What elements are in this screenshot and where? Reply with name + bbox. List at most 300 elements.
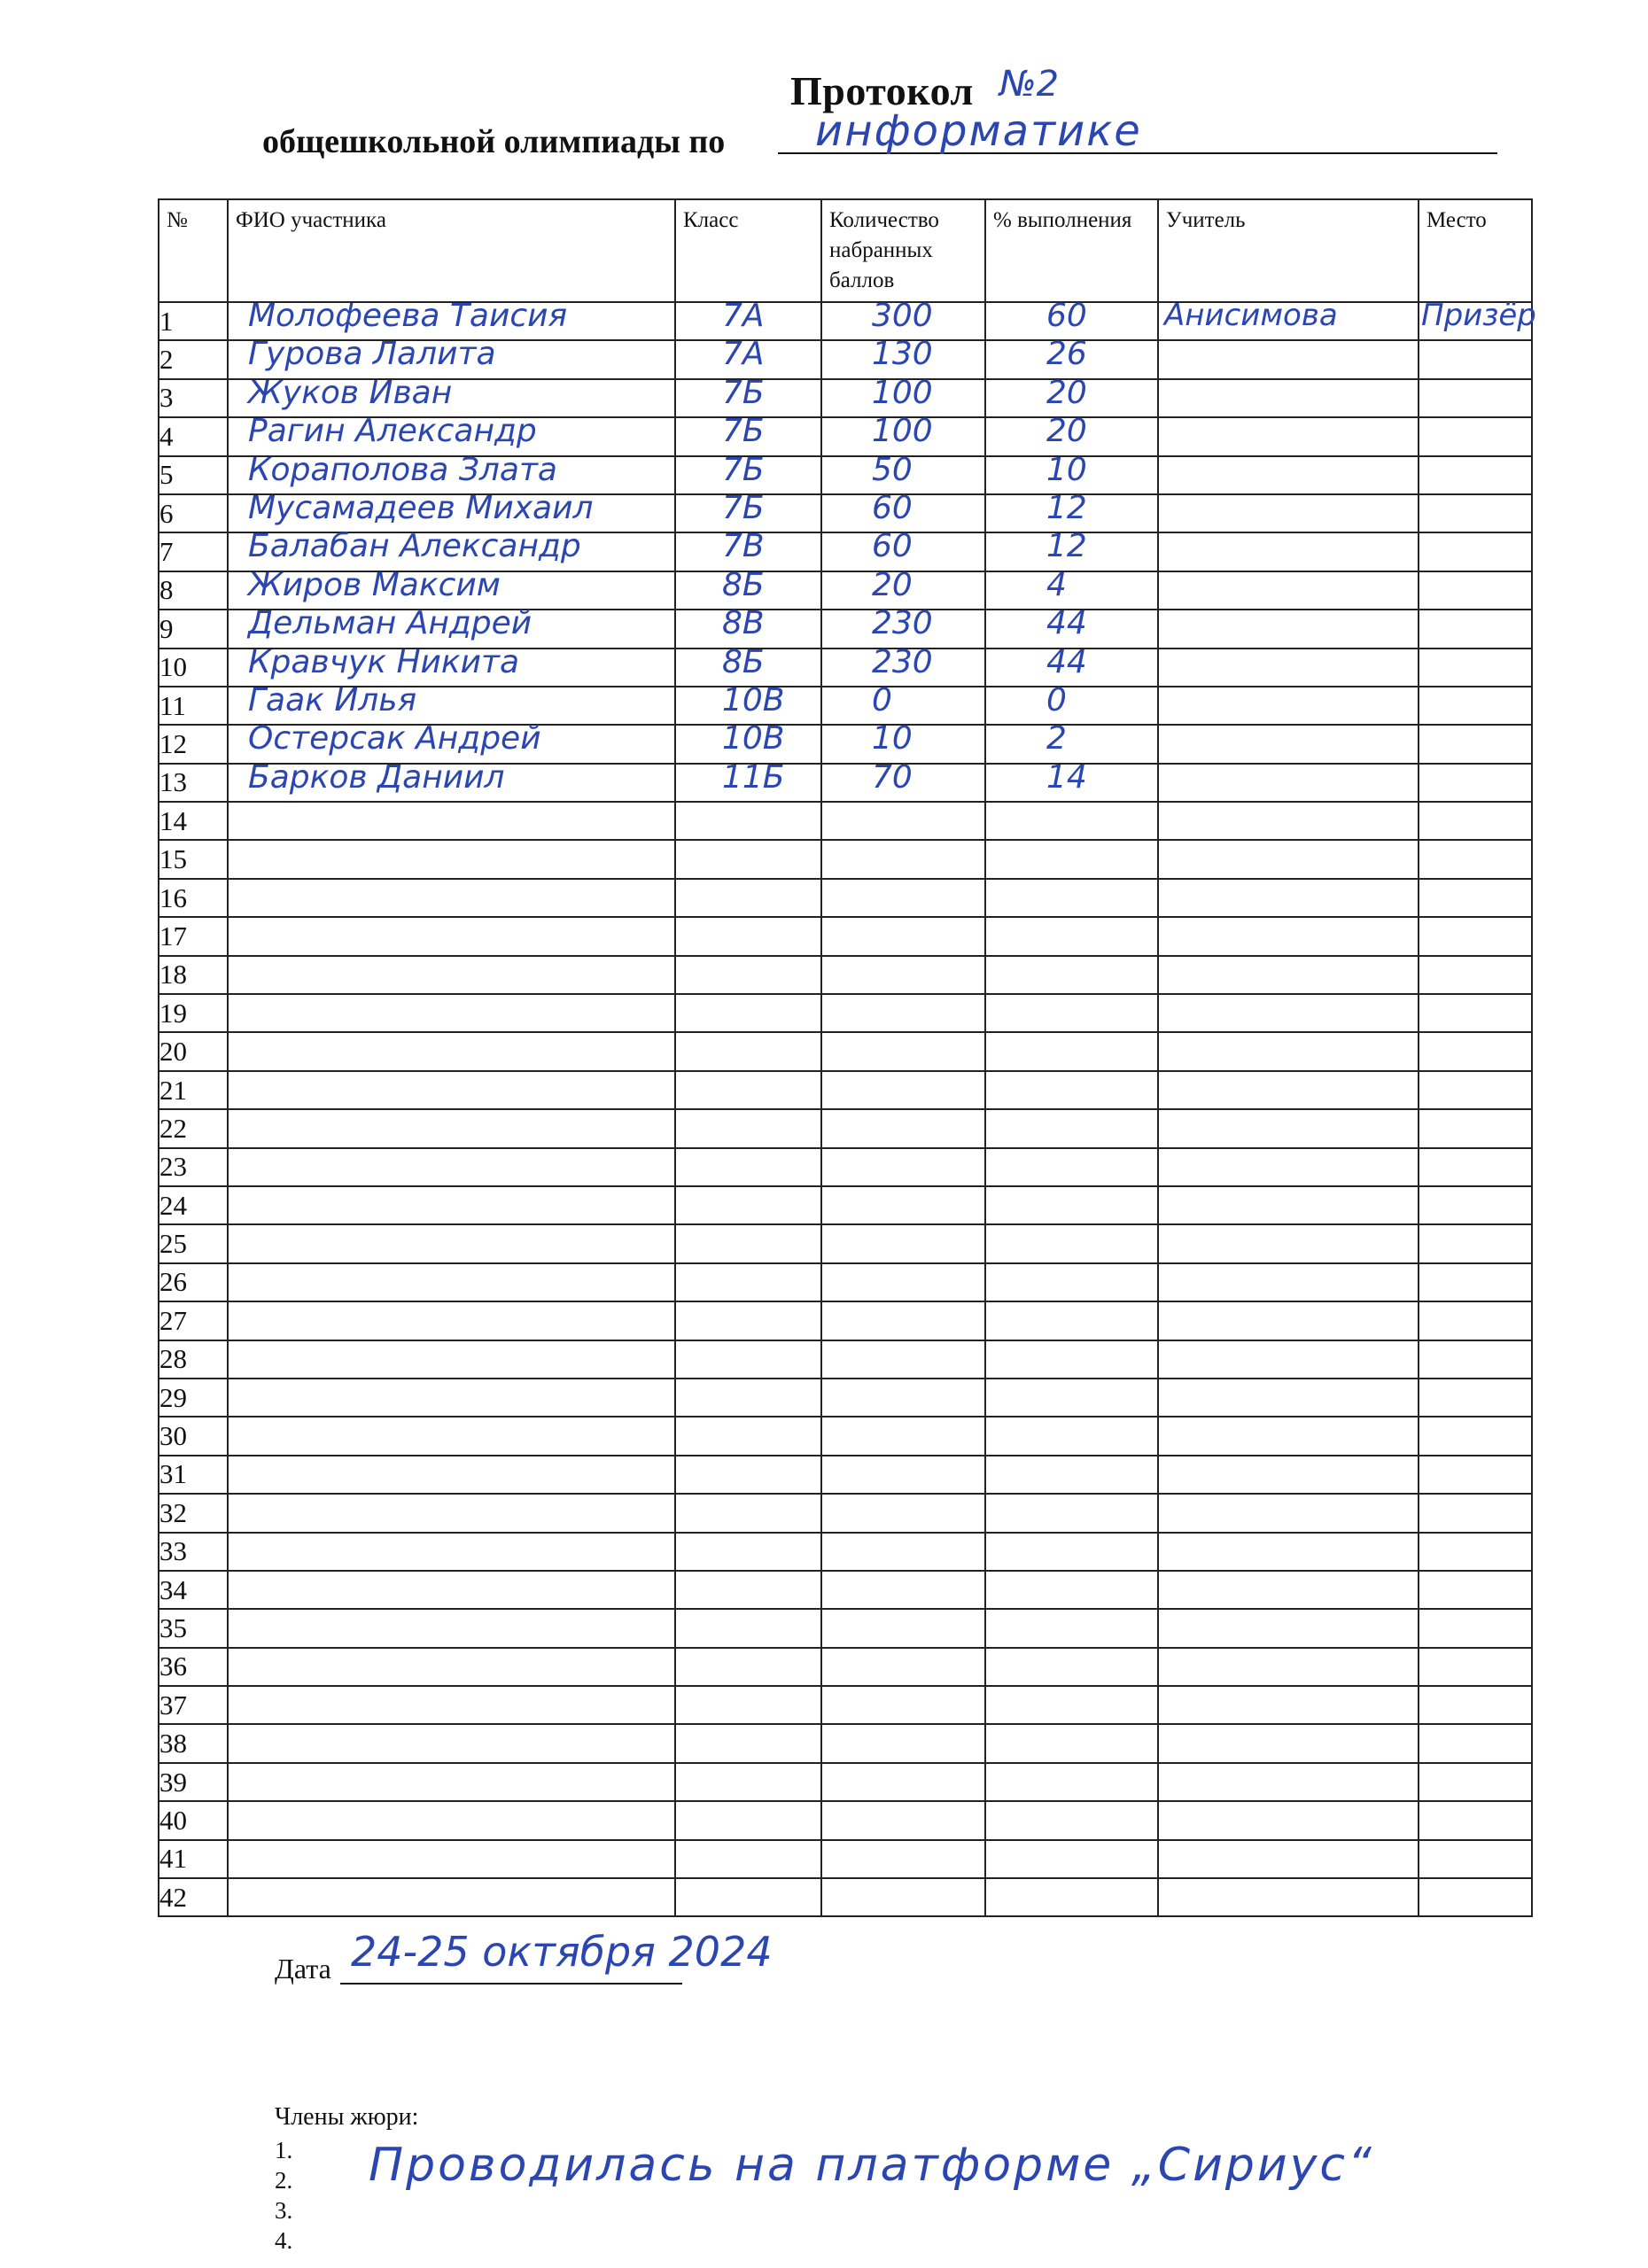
row-number-cell: 32 <box>159 1494 228 1532</box>
participant-score-cell <box>821 1071 985 1109</box>
participant-place-cell <box>1419 1840 1532 1878</box>
participant-place-cell <box>1419 725 1532 763</box>
participant-teacher-cell <box>1158 1878 1419 1916</box>
participant-class-cell <box>675 1379 821 1417</box>
participant-score-cell <box>821 1032 985 1070</box>
table-row <box>159 1494 1532 1532</box>
participant-score-cell <box>821 1878 985 1916</box>
table-row <box>159 917 1532 955</box>
participant-class-cell <box>675 1340 821 1379</box>
participant-score-cell <box>821 1186 985 1224</box>
participant-percent-cell <box>985 758 1158 802</box>
table-row <box>159 1686 1532 1724</box>
participant-name-cell <box>228 489 675 532</box>
participant-class: 8Б <box>722 566 765 603</box>
table-row <box>159 1032 1532 1070</box>
participant-place-cell <box>1419 1494 1532 1532</box>
participant-teacher-cell <box>1158 1648 1419 1686</box>
table-row <box>159 1186 1532 1224</box>
participant-class-cell <box>675 298 821 340</box>
participant-score-cell <box>821 994 985 1032</box>
participant-percent: 2 <box>1046 720 1067 757</box>
participant-percent: 12 <box>1046 489 1087 526</box>
row-number-cell: 2 <box>159 340 228 378</box>
row-number-cell: 41 <box>159 1840 228 1878</box>
participant-teacher-cell <box>1158 1494 1419 1532</box>
participant-name: Гурова Лалита <box>248 336 496 373</box>
participant-teacher-cell <box>1158 1301 1419 1340</box>
participant-place-cell <box>1419 1379 1532 1417</box>
results-table <box>158 198 1536 1917</box>
participant-class: 7Б <box>722 413 765 450</box>
participant-score-cell <box>821 1301 985 1340</box>
participant-name-cell <box>228 1301 675 1340</box>
participant-name-cell <box>228 1648 675 1686</box>
row-number-cell: 4 <box>159 417 228 455</box>
participant-score-cell <box>821 643 985 687</box>
table-row <box>159 725 1532 763</box>
participant-class-cell <box>675 1609 821 1647</box>
table-row <box>159 1109 1532 1147</box>
row-number-cell: 31 <box>159 1456 228 1494</box>
participant-score-cell <box>821 1686 985 1724</box>
participant-name: Кравчук Никита <box>248 643 520 680</box>
participant-percent: 26 <box>1046 336 1087 373</box>
participant-percent-cell <box>985 1686 1158 1724</box>
participant-class-cell <box>675 566 821 610</box>
participant-percent-cell <box>985 1763 1158 1801</box>
participant-name-cell <box>228 1686 675 1724</box>
participant-name-cell <box>228 840 675 878</box>
participant-name-cell <box>228 1456 675 1494</box>
participant-class: 10В <box>722 720 785 757</box>
participant-place-cell <box>1419 1533 1532 1571</box>
participant-place-cell <box>1419 1071 1532 1109</box>
participant-name-cell <box>228 1417 675 1455</box>
participant-name-cell <box>228 1840 675 1878</box>
participant-class: 7А <box>722 336 765 373</box>
row-number-cell: 15 <box>159 840 228 878</box>
participant-percent-cell <box>985 1571 1158 1609</box>
participant-score: 10 <box>872 720 913 757</box>
participant-class-cell <box>675 451 821 494</box>
participant-score-cell <box>821 1148 985 1186</box>
participant-score-cell <box>821 336 985 378</box>
participant-class-cell <box>675 1724 821 1762</box>
participant-teacher-cell <box>1158 571 1419 610</box>
date-value: 24-25 октября 2024 <box>351 1928 773 1976</box>
participant-place-cell <box>1419 1648 1532 1686</box>
participant-class-cell <box>675 413 821 455</box>
participant-score-cell <box>821 1533 985 1571</box>
participant-name: Рагин Александр <box>248 413 537 450</box>
participant-place-cell <box>1419 456 1532 494</box>
participant-teacher-cell <box>1158 379 1419 417</box>
participant-score-cell <box>821 566 985 610</box>
participant-score: 60 <box>872 528 913 565</box>
row-number-cell: 42 <box>159 1878 228 1916</box>
participant-name-cell <box>228 1763 675 1801</box>
participant-class: 7Б <box>722 374 765 411</box>
participant-teacher-cell <box>1158 1686 1419 1724</box>
participant-name-cell <box>228 1071 675 1109</box>
participant-class: 7В <box>722 528 765 565</box>
row-number-cell: 13 <box>159 764 228 802</box>
participant-teacher-cell <box>1158 725 1419 763</box>
participant-teacher-cell <box>1158 994 1419 1032</box>
participant-score: 20 <box>872 566 913 603</box>
participant-place-cell <box>1419 379 1532 417</box>
row-number-cell: 40 <box>159 1801 228 1839</box>
participant-class-cell <box>675 1801 821 1839</box>
participant-place-cell <box>1419 417 1532 455</box>
participant-percent: 12 <box>1046 528 1087 565</box>
participant-percent-cell <box>985 1340 1158 1379</box>
participant-score-cell <box>821 1609 985 1647</box>
participant-name-cell <box>228 336 675 378</box>
row-number-cell: 38 <box>159 1724 228 1762</box>
participant-name-cell <box>228 643 675 687</box>
participant-teacher-cell <box>1158 532 1419 571</box>
row-number-cell: 20 <box>159 1032 228 1070</box>
participant-class: 8В <box>722 605 765 642</box>
participant-score-cell <box>821 528 985 571</box>
participant-score: 70 <box>872 758 913 796</box>
participant-name: Гаак Илья <box>248 681 417 718</box>
participant-class-cell <box>675 802 821 840</box>
participant-place-cell <box>1419 1186 1532 1224</box>
participant-class-cell <box>675 528 821 571</box>
participant-class: 10В <box>722 681 785 718</box>
table-row <box>159 1340 1532 1379</box>
participant-class-cell <box>675 1494 821 1532</box>
participant-name-cell <box>228 1379 675 1417</box>
row-number-cell: 35 <box>159 1609 228 1647</box>
participant-score-cell <box>821 1724 985 1762</box>
olympiad-subtitle: общешкольной олимпиады по <box>262 123 726 160</box>
participant-place-cell <box>1419 340 1532 378</box>
participant-teacher-cell <box>1158 1071 1419 1109</box>
participant-score-cell <box>821 917 985 955</box>
participant-name: Молофеева Таисия <box>248 298 568 334</box>
participant-score-cell <box>821 879 985 917</box>
participant-teacher-cell <box>1158 1032 1419 1070</box>
participant-class-cell <box>675 1571 821 1609</box>
participant-teacher-cell <box>1158 1379 1419 1417</box>
participant-percent-cell <box>985 1609 1158 1647</box>
row-number-cell: 22 <box>159 1109 228 1147</box>
participant-percent: 20 <box>1046 374 1087 411</box>
participant-class-cell <box>675 720 821 763</box>
participant-class-cell <box>675 1456 821 1494</box>
row-number-cell: 9 <box>159 610 228 648</box>
table-row <box>159 1148 1532 1186</box>
participant-percent-cell <box>985 1878 1158 1916</box>
participant-name-cell <box>228 1340 675 1379</box>
row-number-cell: 36 <box>159 1648 228 1686</box>
participant-percent-cell <box>985 528 1158 571</box>
participant-score: 230 <box>872 643 933 680</box>
participant-teacher-cell <box>1158 879 1419 917</box>
row-number-cell: 26 <box>159 1263 228 1301</box>
participant-place-cell <box>1419 1224 1532 1262</box>
participant-place-cell <box>1419 1609 1532 1647</box>
participant-percent-cell <box>985 681 1158 725</box>
participant-name-cell <box>228 1109 675 1147</box>
participant-name-cell <box>228 1494 675 1532</box>
participant-name: Жуков Иван <box>248 374 453 411</box>
participant-percent-cell <box>985 298 1158 340</box>
participant-place-cell <box>1419 1263 1532 1301</box>
participant-class-cell <box>675 1224 821 1262</box>
jury-label: Члены жюри: <box>275 2103 419 2131</box>
participant-class-cell <box>675 605 821 648</box>
participant-teacher-cell <box>1158 417 1419 455</box>
participant-percent: 60 <box>1046 298 1087 334</box>
participant-class: 11Б <box>722 758 785 796</box>
participant-place-cell <box>1419 802 1532 840</box>
participant-percent-cell <box>985 605 1158 648</box>
protocol-number: №2 <box>999 64 1060 105</box>
participant-class-cell <box>675 336 821 378</box>
participant-place-cell <box>1419 1763 1532 1801</box>
participant-score: 300 <box>872 298 933 334</box>
participant-score-cell <box>821 1763 985 1801</box>
participant-place-cell <box>1419 956 1532 994</box>
col-header-class: Класс <box>675 199 821 302</box>
participant-percent-cell <box>985 802 1158 840</box>
participant-percent-cell <box>985 1840 1158 1878</box>
participant-place-cell <box>1419 494 1532 532</box>
participant-percent: 44 <box>1046 605 1087 642</box>
participant-percent-cell <box>985 336 1158 378</box>
row-number-cell: 23 <box>159 1148 228 1186</box>
jury-number-1: 1. <box>275 2137 293 2163</box>
participant-teacher-cell <box>1158 1609 1419 1647</box>
table-row <box>159 956 1532 994</box>
participant-place-cell <box>1419 1148 1532 1186</box>
participant-score-cell <box>821 758 985 802</box>
participant-score-cell <box>821 413 985 455</box>
table-row <box>159 417 1532 455</box>
table-row <box>159 1533 1532 1571</box>
participant-name-cell <box>228 605 675 648</box>
participant-place-cell <box>1419 532 1532 571</box>
participant-name-cell <box>228 374 675 417</box>
participant-class-cell <box>675 1263 821 1301</box>
participant-teacher-cell <box>1158 1840 1419 1878</box>
table-row <box>159 1724 1532 1762</box>
col-header-percent: % выполнения <box>985 199 1158 302</box>
table-row <box>159 1224 1532 1262</box>
participant-place-cell <box>1419 994 1532 1032</box>
participant-place-cell <box>1419 917 1532 955</box>
participant-score-cell <box>821 298 985 340</box>
participant-teacher-cell <box>1158 456 1419 494</box>
table-row <box>159 1840 1532 1878</box>
table-row <box>159 802 1532 840</box>
participant-teacher-cell <box>1158 1109 1419 1147</box>
participant-teacher-cell <box>1158 1186 1419 1224</box>
participant-teacher-cell <box>1158 494 1419 532</box>
participant-class-cell <box>675 1763 821 1801</box>
participant-percent-cell <box>985 994 1158 1032</box>
participant-teacher-cell <box>1158 1533 1419 1571</box>
participant-name-cell <box>228 1224 675 1262</box>
date-label: Дата <box>275 1953 331 1984</box>
table-row <box>159 1071 1532 1109</box>
table-row <box>159 1571 1532 1609</box>
participant-class-cell <box>675 1032 821 1070</box>
participant-class-cell <box>675 374 821 417</box>
row-number-cell: 8 <box>159 571 228 610</box>
participant-place-cell <box>1419 1878 1532 1916</box>
participant-score-cell <box>821 802 985 840</box>
participant-score-cell <box>821 1494 985 1532</box>
participant-percent: 10 <box>1046 451 1087 488</box>
row-number-cell: 18 <box>159 956 228 994</box>
participant-score-cell <box>821 1840 985 1878</box>
participant-teacher-cell <box>1158 1224 1419 1262</box>
jury-number-3: 3. <box>275 2197 293 2224</box>
table-row <box>159 994 1532 1032</box>
participant-percent-cell <box>985 1533 1158 1571</box>
participant-teacher-cell <box>1158 1263 1419 1301</box>
header <box>0 0 1648 177</box>
participant-score-cell <box>821 840 985 878</box>
participant-name-cell <box>228 1878 675 1916</box>
row-number-cell: 24 <box>159 1186 228 1224</box>
row-number-cell: 14 <box>159 802 228 840</box>
participant-class-cell <box>675 489 821 532</box>
participant-name: Барков Даниил <box>248 758 505 796</box>
participant-name-cell <box>228 1533 675 1571</box>
participant-score-cell <box>821 489 985 532</box>
participant-name-cell <box>228 917 675 955</box>
participant-class-cell <box>675 681 821 725</box>
date-underline <box>340 1983 682 1984</box>
table-row <box>159 571 1532 610</box>
participant-class: 7Б <box>722 451 765 488</box>
participant-teacher-cell <box>1158 1148 1419 1186</box>
participant-class-cell <box>675 1648 821 1686</box>
table-row <box>159 340 1532 378</box>
row-number-cell: 29 <box>159 1379 228 1417</box>
participant-teacher-cell <box>1158 1456 1419 1494</box>
participant-class-cell <box>675 840 821 878</box>
participant-name-cell <box>228 1801 675 1839</box>
participant-score-cell <box>821 1263 985 1301</box>
participant-place-cell <box>1419 1456 1532 1494</box>
participant-teacher-cell <box>1158 917 1419 955</box>
participant-name-cell <box>228 1032 675 1070</box>
participant-teacher-cell <box>1158 1571 1419 1609</box>
table-row <box>159 687 1532 725</box>
participant-place-cell <box>1419 840 1532 878</box>
participant-place-cell <box>1419 879 1532 917</box>
participant-score: 130 <box>872 336 933 373</box>
participant-teacher-cell <box>1158 840 1419 878</box>
row-number-cell: 6 <box>159 494 228 532</box>
participant-name: Остерсак Андрей <box>248 720 541 757</box>
participant-name-cell <box>228 298 675 340</box>
participant-place-cell <box>1419 610 1532 648</box>
subject-value: информатике <box>815 106 1142 156</box>
participant-place-cell <box>1419 1417 1532 1455</box>
row-number-cell: 3 <box>159 379 228 417</box>
participant-place-cell <box>1419 1032 1532 1070</box>
participant-score-cell <box>821 956 985 994</box>
participant-score-cell <box>821 1340 985 1379</box>
participant-percent-cell <box>985 1648 1158 1686</box>
participant-name-cell <box>228 879 675 917</box>
participant-percent-cell <box>985 1032 1158 1070</box>
participant-teacher-cell <box>1158 1724 1419 1762</box>
participant-teacher-cell <box>1158 610 1419 648</box>
participant-teacher-cell <box>1158 1763 1419 1801</box>
participant-score-cell <box>821 1571 985 1609</box>
table-row <box>159 649 1532 687</box>
participant-name-cell <box>228 1571 675 1609</box>
participant-place-cell <box>1419 1724 1532 1762</box>
participant-teacher-cell <box>1158 340 1419 378</box>
participant-percent-cell <box>985 1801 1158 1839</box>
table-row <box>159 1379 1532 1417</box>
participant-place-cell <box>1419 571 1532 610</box>
participant-percent-cell <box>985 1456 1158 1494</box>
participant-name-cell <box>228 802 675 840</box>
participant-name: Дельман Андрей <box>248 605 532 642</box>
row-number-cell: 7 <box>159 532 228 571</box>
participant-percent-cell <box>985 1724 1158 1762</box>
row-number-cell: 28 <box>159 1340 228 1379</box>
participant-place-cell <box>1419 764 1532 802</box>
table-row <box>159 494 1532 532</box>
participant-place: Призёр <box>1421 298 1536 333</box>
participant-name-cell <box>228 758 675 802</box>
table-row <box>159 610 1532 648</box>
col-header-number: № <box>159 199 228 302</box>
participant-class-cell <box>675 1533 821 1571</box>
participant-class-cell <box>675 1840 821 1878</box>
participant-name-cell <box>228 720 675 763</box>
table-row <box>159 840 1532 878</box>
table-row <box>159 764 1532 802</box>
participant-teacher-cell <box>1158 1417 1419 1455</box>
participant-percent: 20 <box>1046 413 1087 450</box>
participant-class-cell <box>675 1301 821 1340</box>
table-row <box>159 456 1532 494</box>
participant-name-cell <box>228 528 675 571</box>
page-title: Протокол <box>790 68 974 113</box>
participant-place-cell <box>1419 1340 1532 1379</box>
participant-name-cell <box>228 1263 675 1301</box>
table-row <box>159 532 1532 571</box>
participant-score-cell <box>821 1224 985 1262</box>
col-header-teacher: Учитель <box>1158 199 1419 302</box>
participant-class-cell <box>675 917 821 955</box>
participant-percent-cell <box>985 1148 1158 1186</box>
participant-percent-cell <box>985 451 1158 494</box>
participant-class-cell <box>675 994 821 1032</box>
participant-name-cell <box>228 1186 675 1224</box>
participant-teacher-cell <box>1158 298 1419 340</box>
participant-percent-cell <box>985 1224 1158 1262</box>
row-number-cell: 10 <box>159 649 228 687</box>
row-number-cell: 37 <box>159 1686 228 1724</box>
participant-score: 230 <box>872 605 933 642</box>
participant-percent-cell <box>985 413 1158 455</box>
